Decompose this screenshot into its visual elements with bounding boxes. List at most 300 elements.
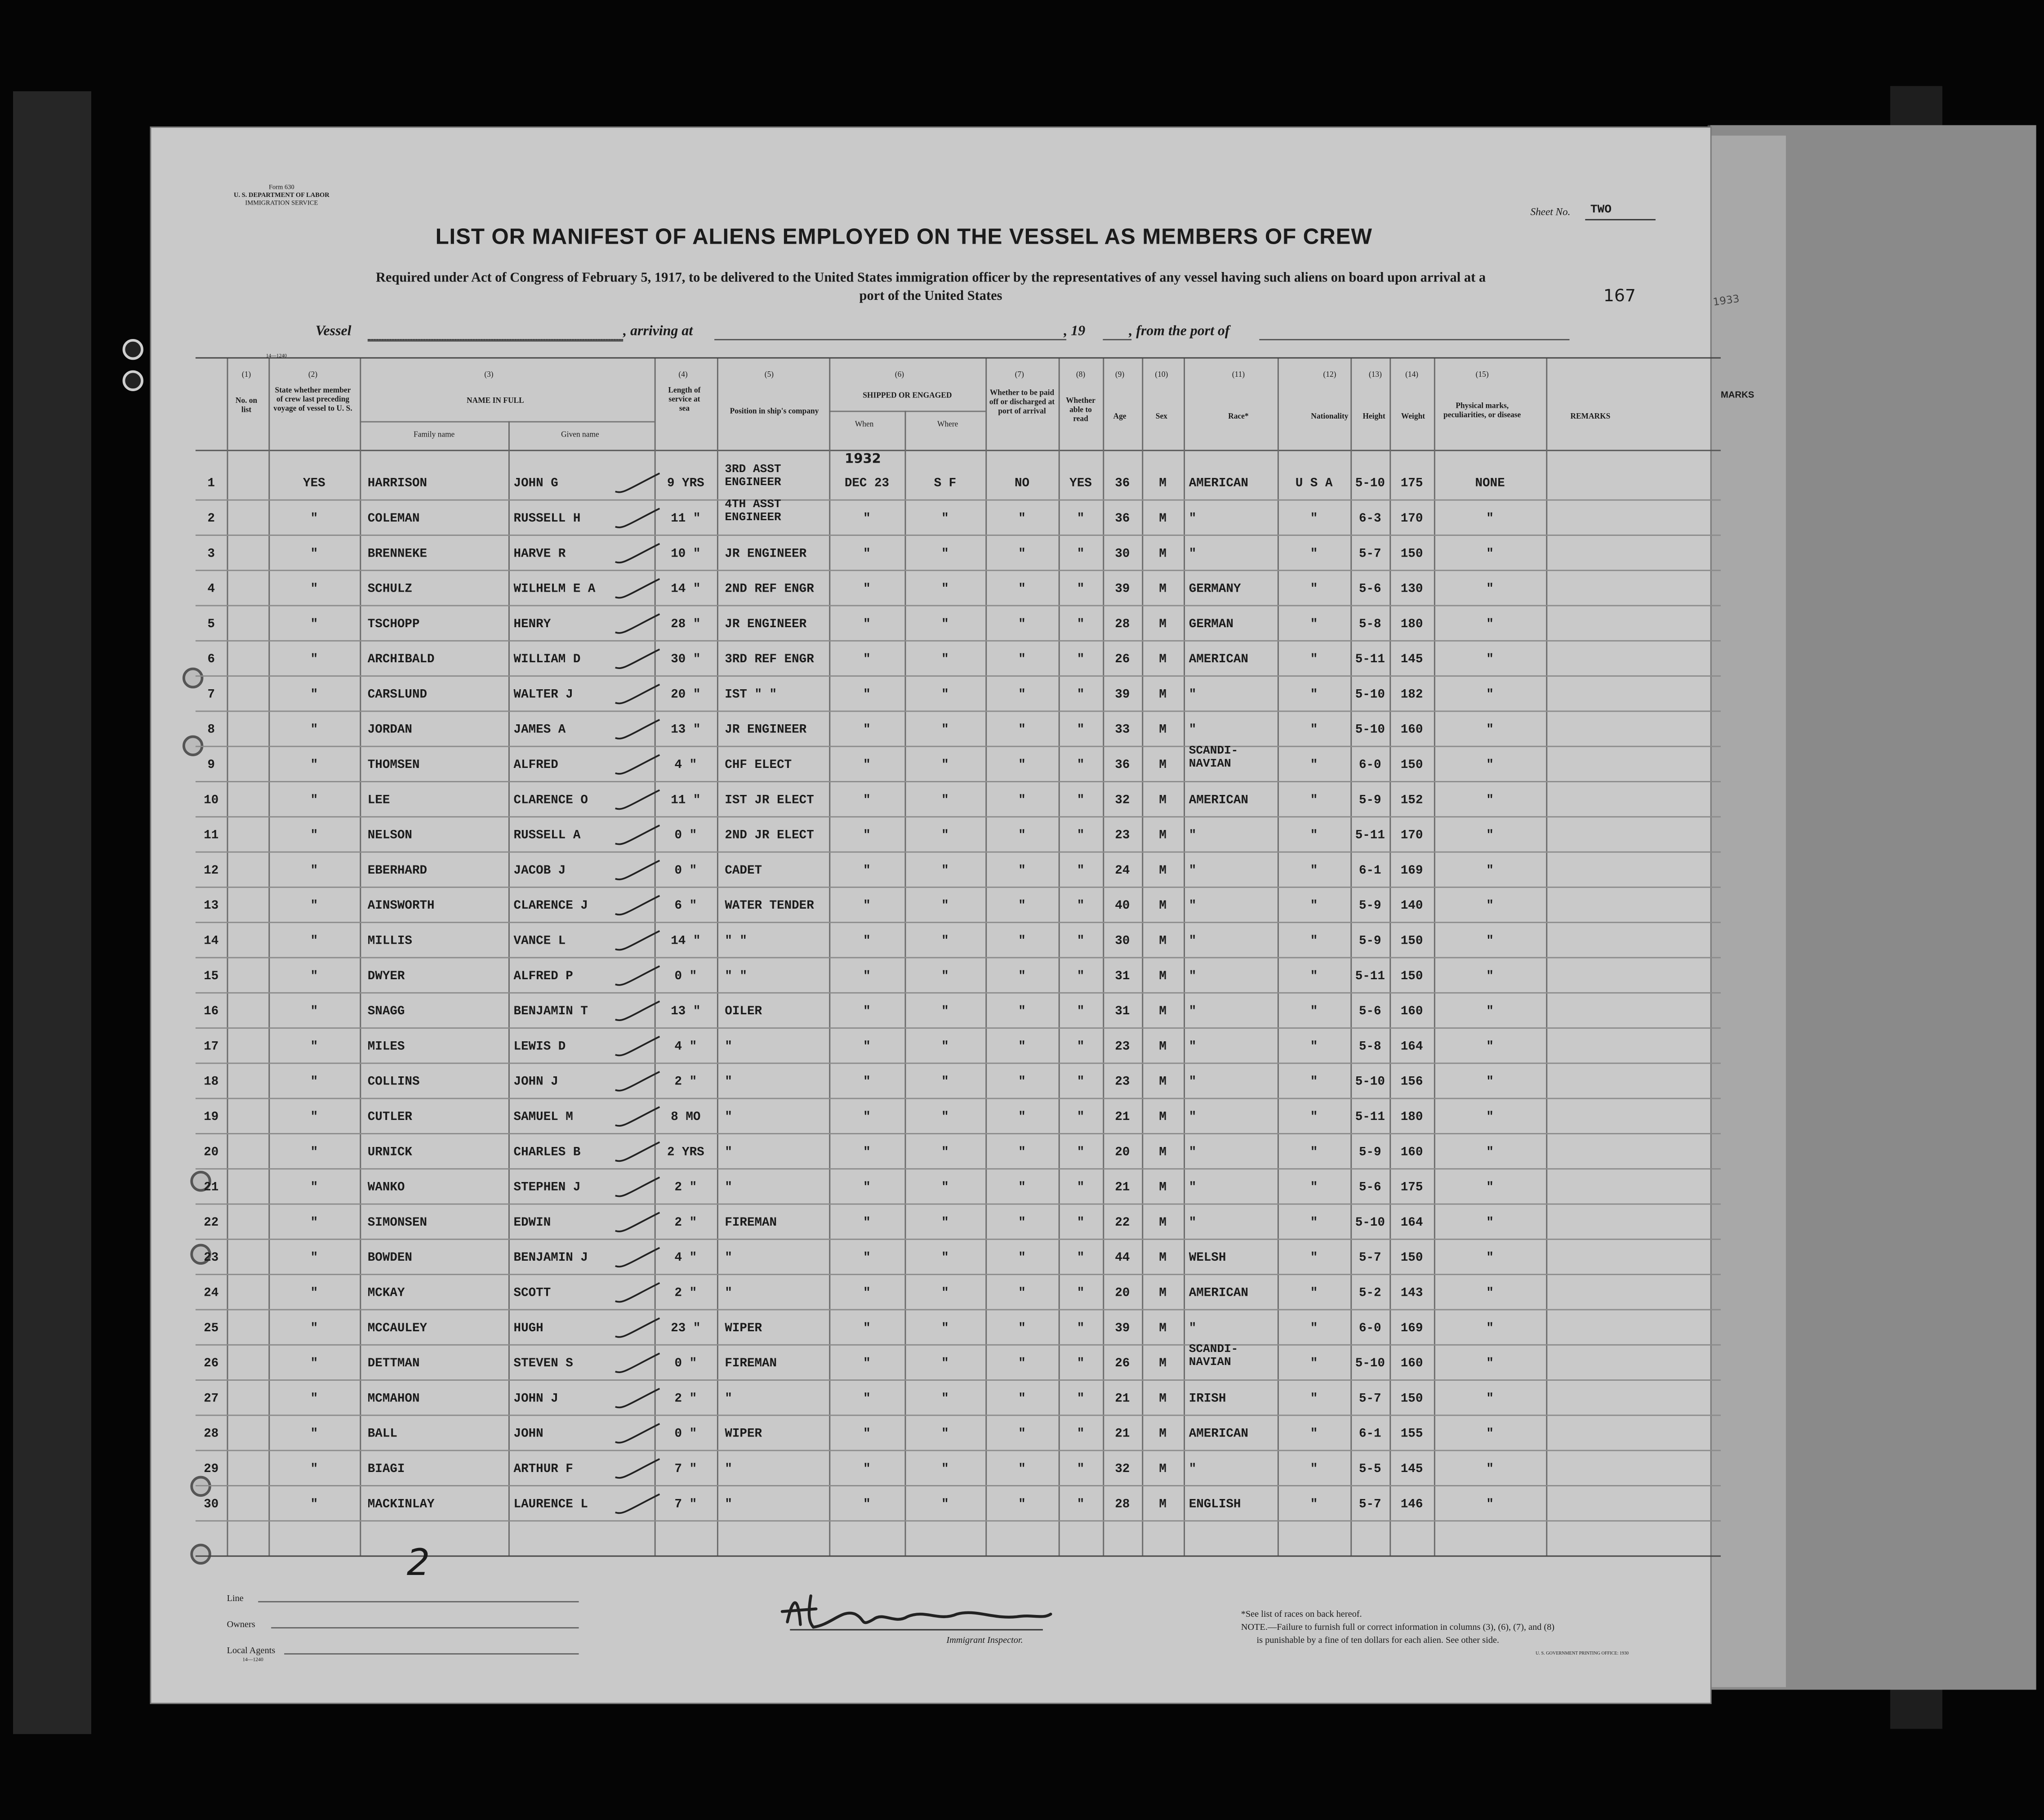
cell-where: " (941, 793, 949, 807)
cell-given: ARTHUR F (513, 1461, 573, 1476)
cell-sex: M (1159, 1180, 1167, 1195)
cell-sex: M (1159, 546, 1167, 561)
cell-race: " (1189, 863, 1197, 878)
cell-sex: M (1159, 757, 1167, 772)
cell-where: " (941, 1250, 949, 1265)
owners-blank (271, 1627, 579, 1628)
when-header: When (855, 421, 874, 429)
cell-family: JORDAN (367, 722, 413, 737)
cell-given: ALFRED (513, 757, 558, 772)
cell-nat: " (1310, 722, 1318, 737)
table-row (196, 1486, 1755, 1521)
table-row (196, 1169, 1755, 1204)
cell-read: " (1077, 1004, 1085, 1018)
table-row (196, 817, 1755, 852)
cell-age: 36 (1115, 476, 1130, 491)
cell-height: 6-0 (1358, 1320, 1381, 1335)
cell-sex: M (1159, 863, 1167, 878)
cell-service: 23 " (671, 1320, 701, 1335)
cell-nat: " (1310, 687, 1318, 702)
cell-read: " (1077, 1039, 1085, 1054)
cell-height: 6-1 (1358, 863, 1381, 878)
check-mark-icon (610, 1456, 662, 1485)
cell-sex: M (1159, 616, 1167, 631)
line-label: Line (227, 1593, 244, 1604)
cell-race: " (1189, 1145, 1197, 1160)
table-row (196, 1343, 1755, 1381)
cell-service: 0 " (674, 1356, 697, 1370)
cell-service: 7 " (674, 1497, 697, 1511)
cell-height: 5-8 (1358, 1039, 1381, 1054)
table-row (196, 744, 1755, 782)
cell-family: TSCHOPP (367, 616, 420, 631)
col-num-15: (15) (1475, 371, 1489, 379)
cell-read: " (1077, 1180, 1085, 1195)
cell-marks: " (1486, 1250, 1494, 1265)
cell-family: COLEMAN (367, 511, 420, 526)
cell-prev: " (310, 757, 318, 772)
cell-marks: " (1486, 863, 1494, 878)
cell-race: " (1189, 1461, 1197, 1476)
cell-when: " (863, 511, 871, 526)
cell-no: 24 (204, 1285, 219, 1300)
cell-race: " (1189, 1180, 1197, 1195)
cell-race: " (1189, 1074, 1197, 1089)
cell-family: MCCAULEY (367, 1320, 428, 1335)
col-label-14: Weight (1401, 413, 1425, 421)
cell-read: " (1077, 616, 1085, 631)
cell-weight: 150 (1400, 968, 1423, 983)
cell-position: 4TH ASST ENGINEER (725, 498, 781, 524)
cell-where: " (941, 968, 949, 983)
cell-paid: " (1018, 511, 1026, 526)
cell-read: " (1077, 898, 1085, 913)
cell-paid: " (1018, 651, 1026, 666)
from-port-label: , from the port of (1129, 323, 1230, 339)
cell-read: " (1077, 581, 1085, 596)
table-row (196, 642, 1755, 677)
table-row (196, 923, 1755, 958)
cell-service: 0 " (674, 1426, 697, 1441)
cell-family: BOWDEN (367, 1250, 413, 1265)
cell-marks: " (1486, 793, 1494, 807)
cell-marks: " (1486, 1426, 1494, 1441)
crew-rows (196, 465, 1721, 1524)
cell-read: " (1077, 1145, 1085, 1160)
cell-position: CHF ELECT (725, 757, 792, 772)
cell-when: " (863, 687, 871, 702)
cell-position: CADET (725, 863, 762, 878)
cell-position: " (725, 1145, 732, 1160)
cell-weight: 145 (1400, 651, 1423, 666)
cell-family: BIAGI (367, 1461, 405, 1476)
cell-paid: " (1018, 828, 1026, 843)
cell-race: " (1189, 1039, 1197, 1054)
cell-family: EBERHARD (367, 863, 428, 878)
cell-read: " (1077, 1109, 1085, 1124)
cell-nat: " (1310, 1039, 1318, 1054)
cell-no: 13 (204, 898, 219, 913)
cell-service: 13 " (671, 1004, 701, 1018)
cell-where: " (941, 1004, 949, 1018)
check-mark-icon (610, 682, 662, 711)
cell-age: 20 (1115, 1145, 1130, 1160)
cell-given: BENJAMIN T (513, 1004, 588, 1018)
cell-where: " (941, 1391, 949, 1406)
cell-position: " (725, 1497, 732, 1511)
cell-race: SCANDI- NAVIAN (1189, 744, 1238, 771)
arriving-label: , arriving at (623, 323, 693, 339)
cell-given: JOHN J (513, 1391, 558, 1406)
cell-race: " (1189, 687, 1197, 702)
cell-given: JACOB J (513, 863, 566, 878)
cell-read: " (1077, 1250, 1085, 1265)
cell-nat: " (1310, 933, 1318, 948)
cell-read: " (1077, 1497, 1085, 1511)
table-row (196, 1451, 1755, 1486)
col-num-6: (6) (895, 371, 904, 379)
cell-when: " (863, 616, 871, 631)
cell-read: " (1077, 1074, 1085, 1089)
cell-weight: 175 (1400, 476, 1423, 491)
agents-blank (284, 1653, 579, 1655)
col-label-13: Height (1363, 413, 1385, 421)
cell-race: AMERICAN (1189, 1285, 1248, 1300)
form-title: LIST OR MANIFEST OF ALIENS EMPLOYED ON THE VESSEL AS MEMBERS OF CREW (435, 224, 1372, 249)
check-mark-icon (610, 823, 662, 852)
cell-given: BENJAMIN J (513, 1250, 588, 1265)
cell-marks: " (1486, 651, 1494, 666)
cell-nat: " (1310, 511, 1318, 526)
cell-family: URNICK (367, 1145, 413, 1160)
cell-position: JR ENGINEER (725, 722, 807, 737)
cell-no: 8 (207, 722, 215, 737)
cell-prev: " (310, 1145, 318, 1160)
cell-given: RUSSELL A (513, 828, 581, 843)
cell-family: COLLINS (367, 1074, 420, 1089)
cell-paid: " (1018, 1145, 1026, 1160)
cell-weight: 143 (1400, 1285, 1423, 1300)
crew-manifest-table (196, 357, 1721, 1557)
cell-paid: " (1018, 1461, 1026, 1476)
cell-nat: " (1310, 1391, 1318, 1406)
cell-nat: " (1310, 1250, 1318, 1265)
cell-age: 31 (1115, 968, 1130, 983)
cell-where: " (941, 581, 949, 596)
cell-when: " (863, 863, 871, 878)
cell-age: 30 (1115, 933, 1130, 948)
cell-paid: " (1018, 793, 1026, 807)
cell-nat: " (1310, 546, 1318, 561)
cell-weight: 170 (1400, 511, 1423, 526)
cell-age: 21 (1115, 1109, 1130, 1124)
cell-age: 32 (1115, 793, 1130, 807)
cell-height: 5-2 (1358, 1285, 1381, 1300)
check-mark-icon (610, 1491, 662, 1520)
cell-where: " (941, 863, 949, 878)
cell-where: " (941, 687, 949, 702)
cell-sex: M (1159, 581, 1167, 596)
cell-where: " (941, 1426, 949, 1441)
cell-service: 6 " (674, 898, 697, 913)
cell-service: 10 " (671, 546, 701, 561)
cell-height: 5-10 (1355, 1215, 1385, 1230)
cell-sex: M (1159, 1391, 1167, 1406)
cell-read: " (1077, 863, 1085, 878)
given-name-header: Given name (561, 431, 599, 440)
cell-marks: " (1486, 1285, 1494, 1300)
cell-given: LAURENCE L (513, 1497, 588, 1511)
cell-read: " (1077, 722, 1085, 737)
cell-height: 5-11 (1355, 828, 1385, 843)
cell-family: SCHULZ (367, 581, 413, 596)
cell-service: 0 " (674, 968, 697, 983)
cell-read: " (1077, 651, 1085, 666)
cell-prev: " (310, 511, 318, 526)
cell-weight: 150 (1400, 933, 1423, 948)
cell-service: 2 YRS (667, 1145, 704, 1160)
col-label-1: No. on list (235, 397, 258, 415)
cell-read: " (1077, 793, 1085, 807)
cell-height: 5-10 (1355, 1074, 1385, 1089)
cell-no: 21 (204, 1180, 219, 1195)
cell-where: " (941, 1074, 949, 1089)
col-num-7: (7) (1015, 371, 1024, 379)
cell-sex: M (1159, 1320, 1167, 1335)
cell-marks: " (1486, 1109, 1494, 1124)
check-mark-icon (610, 1069, 662, 1098)
cell-where: " (941, 1497, 949, 1511)
cell-when: " (863, 546, 871, 561)
cell-given: JOHN (513, 1426, 543, 1441)
cell-nat: " (1310, 1356, 1318, 1370)
cell-height: 5-10 (1355, 1356, 1385, 1370)
cell-when: " (863, 1461, 871, 1476)
cell-race: " (1189, 511, 1197, 526)
cell-nat: " (1310, 1109, 1318, 1124)
cell-height: 6-3 (1358, 511, 1381, 526)
cell-marks: " (1486, 616, 1494, 631)
col-num-14: (14) (1405, 371, 1419, 379)
cell-paid: NO (1014, 476, 1030, 491)
table-row (196, 1275, 1755, 1310)
cell-given: ALFRED P (513, 968, 573, 983)
cell-prev: " (310, 1356, 318, 1370)
cell-sex: M (1159, 1215, 1167, 1230)
cell-marks: " (1486, 1461, 1494, 1476)
cell-weight: 180 (1400, 616, 1423, 631)
header-rule (196, 450, 1721, 451)
cell-age: 30 (1115, 546, 1130, 561)
col-label-2: State whether member of crew last preceding voyage of vessel to U. S. (273, 387, 352, 414)
cell-position: WIPER (725, 1426, 762, 1441)
cell-height: 5-11 (1355, 968, 1385, 983)
col-num-10: (10) (1155, 371, 1168, 379)
cell-position: " (725, 1109, 732, 1124)
cell-service: 4 " (674, 1250, 697, 1265)
cell-when: " (863, 1285, 871, 1300)
col-label-3: NAME IN FULL (467, 397, 524, 406)
cell-family: BRENNEKE (367, 546, 428, 561)
cell-height: 5-9 (1358, 898, 1381, 913)
check-mark-icon (610, 1104, 662, 1133)
cell-when: " (863, 828, 871, 843)
cell-height: 5-11 (1355, 651, 1385, 666)
table-row (196, 853, 1755, 888)
cell-when: " (863, 1109, 871, 1124)
cell-given: LEWIS D (513, 1039, 566, 1054)
cell-nat: " (1310, 1461, 1318, 1476)
name-subheader-rule (360, 421, 654, 423)
cell-height: 5-7 (1358, 1391, 1381, 1406)
cell-where: S F (934, 476, 957, 491)
cell-where: " (941, 1180, 949, 1195)
col-label-5: Position in ship's company (730, 408, 819, 416)
cell-family: MILLIS (367, 933, 413, 948)
penalty-note-2: is punishable by a fine of ten dollars for each alien. See other side. (1256, 1635, 1499, 1646)
cell-position: WIPER (725, 1320, 762, 1335)
cell-family: LEE (367, 793, 390, 807)
cell-when: " (863, 1356, 871, 1370)
form-subtitle-1: Required under Act of Congress of February 5, 1917, to be delivered to the United States immigration officer by the representatives of any vessel having such aliens on board upon arrival at a (375, 271, 1486, 286)
cell-prev: " (310, 1250, 318, 1265)
cell-position: " (725, 1461, 732, 1476)
cell-when: " (863, 1250, 871, 1265)
family-name-header: Family name (413, 431, 455, 440)
cell-nat: " (1310, 651, 1318, 666)
cell-age: 21 (1115, 1391, 1130, 1406)
cell-where: " (941, 828, 949, 843)
cell-family: DWYER (367, 968, 405, 983)
cell-sex: M (1159, 898, 1167, 913)
cell-given: HARVE R (513, 546, 566, 561)
cell-nat: " (1310, 1426, 1318, 1441)
cell-nat: " (1310, 1074, 1318, 1089)
cell-nat: " (1310, 968, 1318, 983)
cell-marks: " (1486, 1180, 1494, 1195)
year-label: , 19 (1064, 323, 1086, 339)
cell-height: 5-10 (1355, 476, 1385, 491)
cell-position: OILER (725, 1004, 762, 1018)
col-num-5: (5) (764, 371, 774, 379)
cell-height: 5-8 (1358, 616, 1381, 631)
cell-paid: " (1018, 687, 1026, 702)
cell-paid: " (1018, 1004, 1026, 1018)
cell-given: JOHN J (513, 1074, 558, 1089)
table-row (196, 994, 1755, 1029)
col-num-8: (8) (1076, 371, 1086, 379)
cell-paid: " (1018, 1426, 1026, 1441)
table-row (196, 1029, 1755, 1064)
cell-height: 6-1 (1358, 1426, 1381, 1441)
col-label-9: Age (1113, 413, 1127, 421)
cell-paid: " (1018, 1356, 1026, 1370)
cell-prev: " (310, 1074, 318, 1089)
table-row (196, 1240, 1755, 1275)
race-note: *See list of races on back hereof. (1241, 1609, 1362, 1619)
cell-where: " (941, 933, 949, 948)
cell-weight: 155 (1400, 1426, 1423, 1441)
check-mark-icon (610, 1140, 662, 1169)
cell-service: 4 " (674, 1039, 697, 1054)
cell-sex: M (1159, 793, 1167, 807)
cell-no: 5 (207, 616, 215, 631)
cell-paid: " (1018, 1074, 1026, 1089)
cell-where: " (941, 616, 949, 631)
cell-marks: " (1486, 1320, 1494, 1335)
cell-family: THOMSEN (367, 757, 420, 772)
cell-age: 28 (1115, 1497, 1130, 1511)
cell-when: " (863, 968, 871, 983)
row-rule (196, 1520, 1721, 1521)
cell-nat: " (1310, 898, 1318, 913)
binder-hole (123, 370, 143, 391)
cell-no: 14 (204, 933, 219, 948)
cell-family: BALL (367, 1426, 397, 1441)
cell-no: 19 (204, 1109, 219, 1124)
cell-no: 26 (204, 1356, 219, 1370)
cell-marks: " (1486, 1497, 1494, 1511)
check-mark-icon (610, 788, 662, 816)
cell-height: 5-5 (1358, 1461, 1381, 1476)
cell-paid: " (1018, 1109, 1026, 1124)
cell-height: 5-6 (1358, 1180, 1381, 1195)
agents-code: 14—1240 (242, 1655, 263, 1663)
cell-position: IST " " (725, 687, 777, 702)
cell-nat: " (1310, 863, 1318, 878)
cell-position: 2ND REF ENGR (725, 581, 814, 596)
cell-race: " (1189, 546, 1197, 561)
cell-family: MACKINLAY (367, 1497, 435, 1511)
cell-no: 10 (204, 793, 219, 807)
cell-nat: U S A (1295, 476, 1333, 491)
cell-given: JOHN G (513, 476, 558, 491)
cell-position: 3RD REF ENGR (725, 651, 814, 666)
department-name: U. S. DEPARTMENT OF LABOR (233, 193, 330, 200)
cell-nat: " (1310, 616, 1318, 631)
cell-nat: " (1310, 1215, 1318, 1230)
cell-when: " (863, 933, 871, 948)
col-label-10: Sex (1155, 413, 1167, 421)
vessel-blank (368, 339, 623, 342)
cell-when: " (863, 1004, 871, 1018)
cell-service: 9 YRS (667, 476, 704, 491)
cell-service: 28 " (671, 616, 701, 631)
check-mark-icon (610, 964, 662, 992)
cell-where: " (941, 1356, 949, 1370)
cell-given: CLARENCE O (513, 793, 588, 807)
cell-race: " (1189, 1004, 1197, 1018)
cell-age: 39 (1115, 1320, 1130, 1335)
cell-marks: " (1486, 898, 1494, 913)
cell-age: 23 (1115, 828, 1130, 843)
cell-family: MILES (367, 1039, 405, 1054)
agents-label: Local Agents (227, 1645, 276, 1656)
cell-position: " (725, 1391, 732, 1406)
cell-height: 5-10 (1355, 722, 1385, 737)
cell-no: 18 (204, 1074, 219, 1089)
cell-paid: " (1018, 722, 1026, 737)
cell-height: 6-0 (1358, 757, 1381, 772)
cell-race: AMERICAN (1189, 476, 1248, 491)
inspector-signature (764, 1585, 1064, 1637)
cell-position: " (725, 1285, 732, 1300)
cell-service: 30 " (671, 651, 701, 666)
cell-family: MCKAY (367, 1285, 405, 1300)
cell-paid: " (1018, 933, 1026, 948)
cell-race: " (1189, 968, 1197, 983)
cell-height: 5-9 (1358, 933, 1381, 948)
